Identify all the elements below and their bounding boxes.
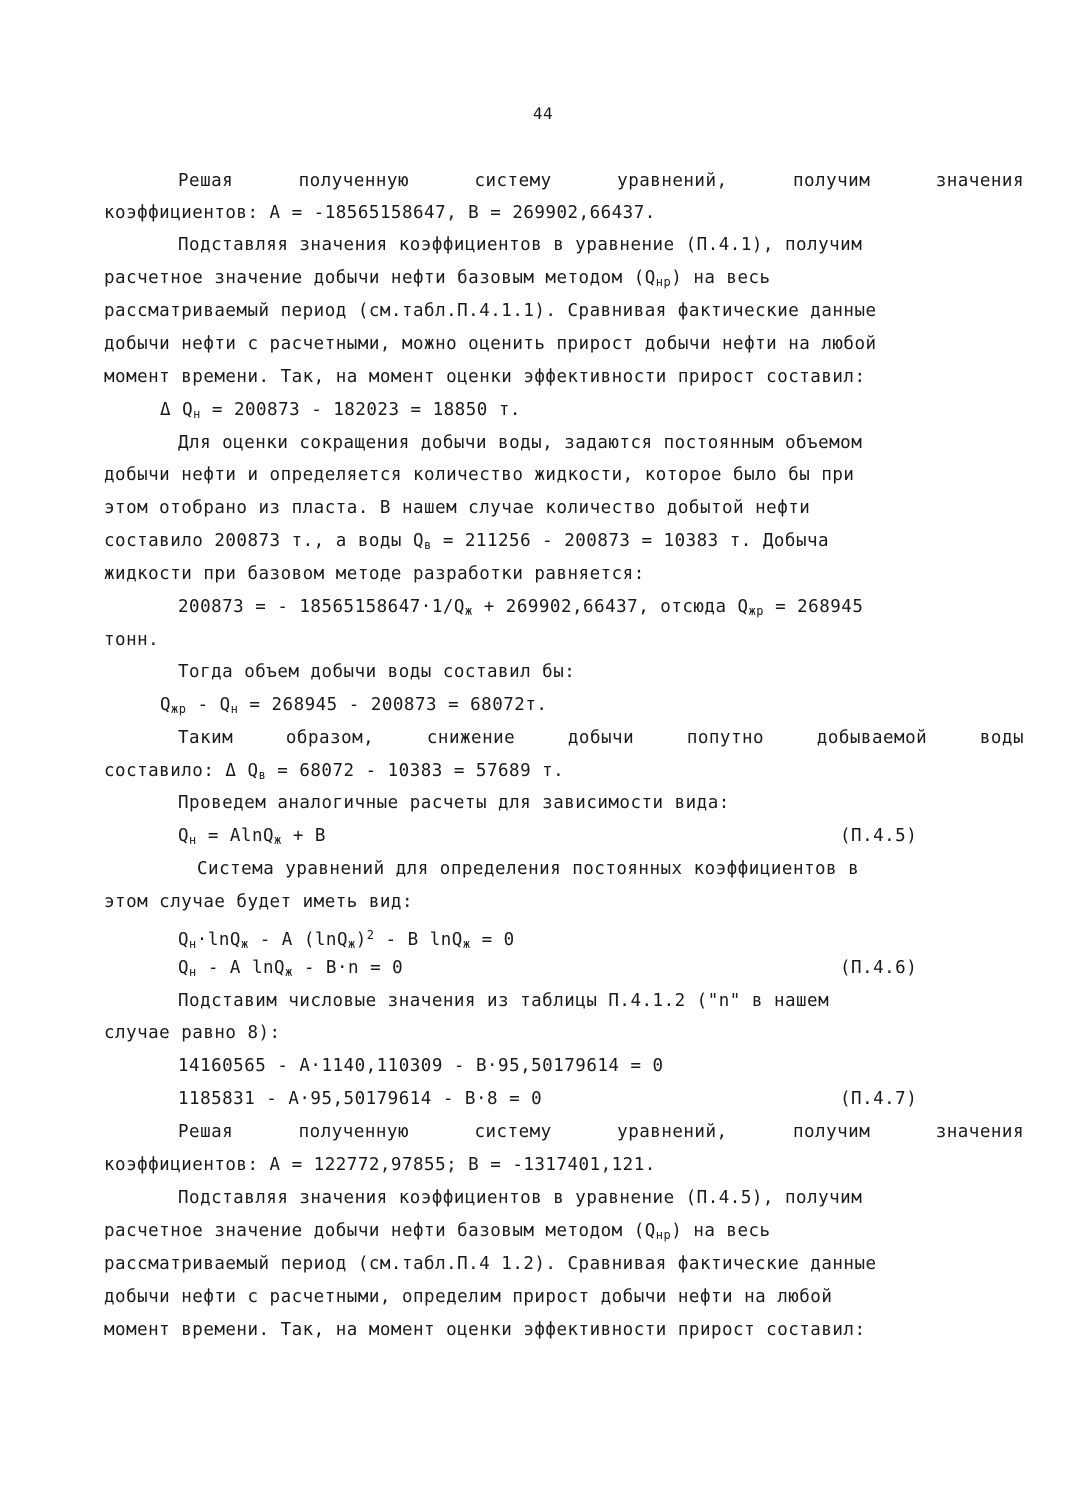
text-line: жидкости при базовом методе разработки равняется: — [104, 564, 645, 584]
word: значения — [935, 171, 1024, 191]
text-line — [178, 170, 1024, 192]
word: воды — [979, 728, 1024, 748]
text-run: ) на весь — [671, 1221, 771, 1241]
text-line: случае равно 8): — [104, 1023, 281, 1043]
text-line — [104, 530, 1024, 556]
text-run: Q — [160, 695, 172, 715]
text-run: 200873 = - 18565158647·1/Q — [178, 597, 465, 617]
subscript: ж — [240, 937, 249, 951]
text-line: Для оценки сокращения добычи воды, задаются постоянным объемом — [178, 433, 863, 453]
equation-number: (П.4.7) — [840, 1089, 918, 1109]
subscript: ж — [348, 937, 356, 951]
subscript: н — [189, 833, 197, 847]
text-run: - B lnQ — [374, 930, 463, 950]
word: полученную — [298, 171, 409, 191]
word: полученную — [298, 1122, 409, 1142]
text-run: = 68072 - 10383 = 57689 т. — [266, 761, 565, 781]
text-line: Подставляя значения коэффициентов в уравнение (П.4.1), получим — [178, 235, 863, 255]
text-line: коэффициентов: А = -18565158647, В = 269902,66437. — [104, 203, 656, 223]
text-run: = AlnQ — [196, 826, 275, 846]
subscript: н — [189, 965, 197, 979]
text-run: = 268945 - 200873 = 68072т. — [238, 695, 548, 715]
word: уравнений, — [617, 1122, 728, 1142]
word: снижение — [426, 728, 516, 748]
text-run: Q — [178, 930, 190, 950]
text-run: - Q — [186, 695, 231, 715]
text-line: Проведем аналогичные расчеты для зависимости вида: — [178, 793, 730, 813]
text-run: = 268945 — [764, 597, 864, 617]
text-line: момент времени. Так, на момент оценки эффективности прирост составил: — [104, 1320, 866, 1340]
text-run: ) на весь — [671, 268, 771, 288]
text-line: этом случае будет иметь вид: — [104, 892, 414, 912]
formula-line — [178, 924, 1024, 955]
text-line: момент времени. Так, на момент оценки эффективности прирост составил: — [104, 367, 866, 387]
word: получим — [792, 1122, 871, 1142]
subscript: ж — [462, 937, 471, 951]
formula-line — [178, 596, 1024, 622]
text-line: этом отобрано из пласта. В нашем случае количество добытой нефти — [104, 498, 811, 518]
text-run: расчетное значение добычи нефти базовым методом (Q — [104, 268, 656, 288]
subscript: жр — [748, 604, 765, 618]
text-line — [178, 1121, 1024, 1143]
text-line — [104, 267, 1024, 293]
formula-line — [104, 760, 1024, 786]
equation-number: (П.4.5) — [840, 826, 918, 846]
word: Таким — [178, 728, 234, 748]
word: уравнений, — [617, 171, 728, 191]
word: систему — [474, 1122, 552, 1142]
subscript: н — [193, 407, 201, 421]
text-line: добычи нефти и определяется количество жидкости, которое было бы при — [104, 465, 855, 485]
word: Решая — [178, 171, 234, 191]
word: образом, — [285, 728, 375, 748]
word: добываемой — [816, 728, 928, 748]
text-run: Q — [178, 958, 190, 978]
text-run: Δ Q — [160, 400, 194, 420]
text-line: рассматриваемый период (см.табл.П.4 1.2). Сравнивая фактические данные — [104, 1254, 877, 1274]
text-line: коэффициентов: А = 122772,97855; В = -1317401,121. — [104, 1155, 656, 1175]
text-line — [104, 1220, 1024, 1246]
formula-line — [160, 399, 1080, 425]
text-line: добычи нефти с расчетными, определим прирост добычи нефти на любой — [104, 1287, 833, 1307]
text-line: Система уравнений для определения постоянных коэффициентов в — [197, 859, 860, 879]
formula-line: 1185831 - A·95,50179614 - B·8 = 0 — [178, 1089, 543, 1109]
text-line: тонн. — [104, 630, 160, 650]
text-run: расчетное значение добычи нефти базовым методом (Q — [104, 1221, 656, 1241]
subscript: н — [189, 937, 197, 951]
word: попутно — [686, 728, 765, 748]
text-line — [178, 727, 1024, 749]
word: получим — [792, 171, 871, 191]
word: добычи — [567, 728, 635, 748]
subscript: ж — [285, 965, 293, 979]
text-line: рассматриваемый период (см.табл.П.4.1.1). Сравнивая фактические данные — [104, 301, 877, 321]
superscript: 2 — [366, 928, 375, 942]
text-run: = 211256 - 200873 = 10383 т. Добыча — [431, 531, 830, 551]
subscript: жр — [171, 702, 187, 716]
subscript: нр — [655, 1228, 672, 1242]
subscript: ж — [464, 604, 473, 618]
subscript: в — [258, 768, 267, 782]
word: систему — [474, 171, 552, 191]
text-line: Тогда объем добычи воды составил бы: — [178, 662, 576, 682]
equation-number: (П.4.6) — [840, 958, 918, 978]
formula-line: 14160565 - A·1140,110309 - B·95,50179614 = 0 — [178, 1056, 664, 1076]
subscript: нр — [655, 275, 672, 289]
subscript: ж — [274, 833, 282, 847]
text-run: составило: Δ Q — [104, 761, 259, 781]
subscript: в — [424, 538, 432, 552]
text-run: - B·n = 0 — [292, 958, 404, 978]
formula-line — [160, 694, 1080, 720]
text-run: - A lnQ — [196, 958, 286, 978]
word: Решая — [178, 1122, 234, 1142]
text-line: Подставим числовые значения из таблицы П.4.1.2 ("n" в нашем — [178, 991, 830, 1011]
text-run: ·lnQ — [196, 930, 241, 950]
text-line: Подставляя значения коэффициентов в уравнение (П.4.5), получим — [178, 1188, 863, 1208]
text-line: добычи нефти с расчетными, можно оценить прирост добычи нефти на любой — [104, 334, 877, 354]
text-run: + 269902,66437, отсюда Q — [472, 597, 749, 617]
text-run: = 0 — [470, 930, 515, 950]
text-run: + B — [281, 826, 326, 846]
text-run: составило 200873 т., а воды Q — [104, 531, 425, 551]
page-number: 44 — [532, 104, 554, 123]
word: значения — [935, 1122, 1024, 1142]
text-run: = 200873 - 182023 = 18850 т. — [200, 400, 521, 420]
text-run: Q — [178, 826, 190, 846]
text-run: ) — [355, 930, 367, 950]
subscript: н — [230, 702, 239, 716]
text-run: - A (lnQ — [248, 930, 348, 950]
